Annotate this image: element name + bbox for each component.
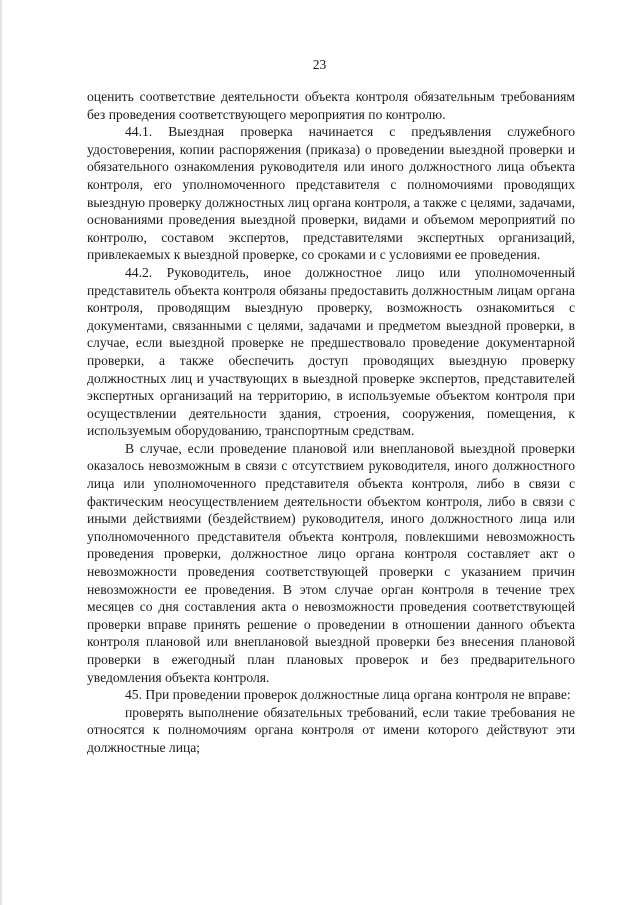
document-body bbox=[87, 88, 575, 757]
paragraph-44-1: 44.1. Выездная проверка начинается с предъявления служебного удостоверения, копии распоряжения (приказа) о проведении выездной проверки и обязательного ознакомления руководителя или иного должностного лица объекта контроля, его уполномоченного представителя с полномочиями проводящих выездную проверку должностных лиц органа контроля, а также с целями, задачами, основаниями проведения выездной проверки, видами и объемом мероприятий по контролю, составом экспертов, представителями экспертных организаций, привлекаемых к выездной проверке, со сроками и с условиями ее проведения. bbox=[87, 124, 575, 263]
paragraph-45-item-1: проверять выполнение обязательных требований, если такие требования не относятся к полномочиям органа контроля от имени которого действуют эти должностные лица; bbox=[87, 704, 575, 755]
scan-edge-shadow bbox=[0, 0, 3, 905]
paragraph-44-2: 44.2. Руководитель, иное должностное лицо или уполномоченный представитель объекта контроля обязаны предоставить должностным лицам органа контроля, проводящим выездную проверку, возможность ознакомиться с документами, связанными с целями, задачами и предметом выездной проверки, в случае, если выездной проверке не предшествовало проведение документарной проверки, а также обеспечить доступ проводящих выездную проверку должностных лиц и участвующих в выездной проверке экспертов, представителей экспертных организаций на территорию, в используемые объектом контроля при осуществлении деятельности здания, строения, сооружения, помещения, к используемым оборудованию, транспортным средствам. bbox=[87, 264, 575, 439]
paragraph-continuation: оценить соответствие деятельности объекта контроля обязательным требованиям без проведения соответствующего мероприятия по контролю. bbox=[87, 89, 575, 122]
page-number: 23 bbox=[312, 57, 327, 72]
paragraph-inspection-impossible: В случае, если проведение плановой или внеплановой выездной проверки оказалось невозможным в связи с отсутствием руководителя, иного должностного лица или уполномоченного представителя объекта контроля, либо в связи с фактическим неосуществлением деятельности объектом контроля, либо в связи с иными действиями (бездействием) руководителя, иного должностного лица или уполномоченного представителя объекта контроля, повлекшими невозможность проведения проверки, должностное лицо органа контроля составляет акт о невозможности проведения соответствующей проверки с указанием причин невозможности ее проведения. В этом случае орган контроля в течение трех месяцев со дня составления акта о невозможности проведения соответствующей проверки вправе принять решение о проведении в отношении данного объекта контроля плановой или внеплановой выездной проверки без внесения плановой проверки в ежегодный план плановых проверок и без предварительного уведомления объекта контроля. bbox=[87, 440, 575, 685]
paragraph-45: 45. При проведении проверок должностные лица органа контроля не вправе: bbox=[125, 687, 571, 703]
